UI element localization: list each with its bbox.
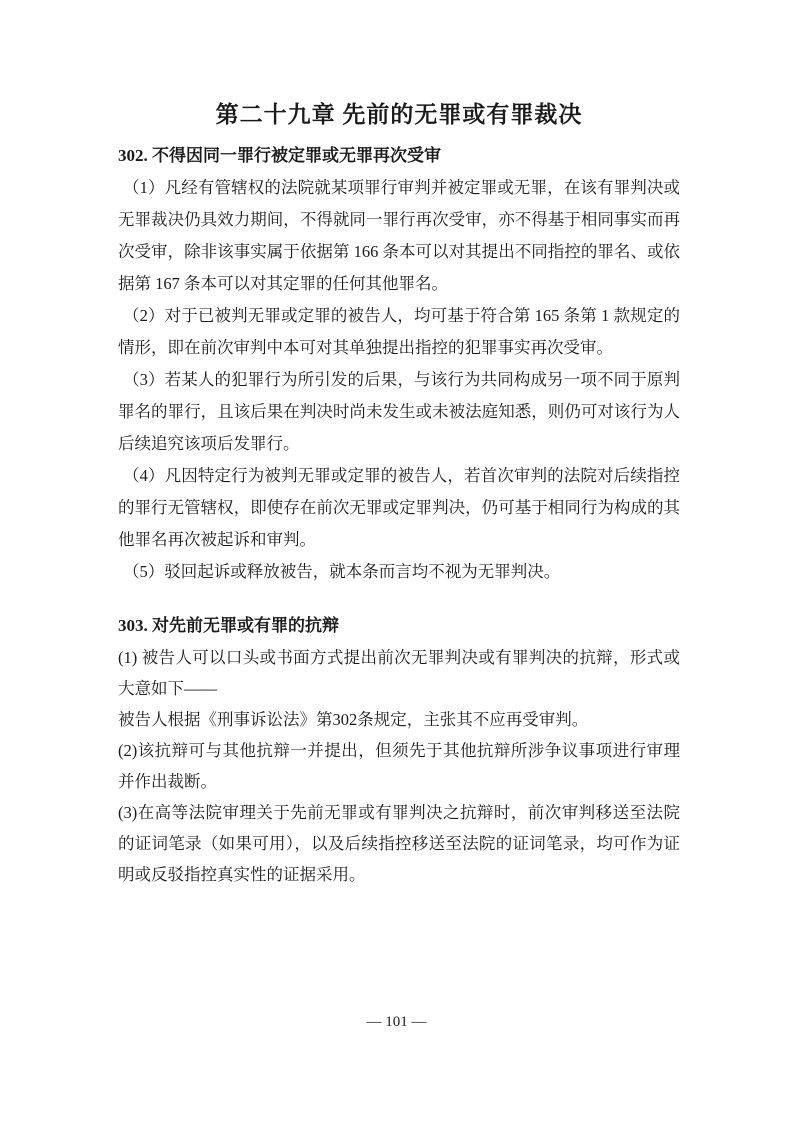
section-302 — [118, 140, 680, 588]
section-302-paragraph-2: （2）对于已被判无罪或定罪的被告人，均可基于符合第 165 条第 1 款规定的情形，即在前次审判中本可对其单独提出指控的犯罪事实再次受审。 — [118, 306, 680, 357]
section-303-paragraph-1: (1) 被告人可以口头或书面方式提出前次无罪判决或有罪判决的抗辩，形式或大意如下—— — [118, 648, 680, 698]
section-302-paragraph-3: （3）若某人的犯罪行为所引发的后果，与该行为共同构成另一项不同于原判罪名的罪行，且该后果在判决时尚未发生或未被法庭知悉，则仍可对该行为人后续追究该项后发罪行。 — [118, 370, 680, 453]
section-302-heading: 302. 不得因同一罪行被定罪或无罪再次受审 — [118, 146, 441, 165]
page-content — [118, 0, 680, 890]
section-303-heading: 303. 对先前无罪或有罪的抗辩 — [118, 616, 339, 635]
chapter-title: 第二十九章 先前的无罪或有罪裁决 — [215, 102, 583, 127]
section-303-plea-wording: 被告人根据《刑事诉讼法》第302条规定，主张其不应再受审判。 — [118, 710, 589, 729]
page-number: — 101 — — [366, 1014, 427, 1030]
section-302-paragraph-4: （4）凡因特定行为被判无罪或定罪的被告人，若首次审判的法院对后续指控的罪行无管辖权，即使存在前次无罪或定罪判决，仍可基于相同行为构成的其他罪名再次被起诉和审判。 — [118, 466, 680, 549]
section-302-paragraph-1: （1）凡经有管辖权的法院就某项罪行审判并被定罪或无罪，在该有罪判决或无罪裁决仍具效力期间，不得就同一罪行再次受审，亦不得基于相同事实而再次受审，除非该事实属于依据第 166 条本可以对其提出不同指控的罪名、或依据第 167 条本可以对其定罪的任何其他罪名。 — [118, 178, 680, 293]
section-302-paragraph-5: （5）驳回起诉或释放被告，就本条而言均不视为无罪判决。 — [123, 562, 561, 581]
section-303 — [118, 610, 680, 890]
section-303-paragraph-3: (3)在高等法院审理关于先前无罪或有罪判决之抗辩时，前次审判移送至法院的证词笔录（如果可用），以及后续指控移送至法院的证词笔录，均可作为证明或反驳指控真实性的证据采用。 — [118, 803, 680, 884]
section-303-paragraph-2: (2)该抗辩可与其他抗辩一并提出，但须先于其他抗辩所涉争议事项进行审理并作出裁断。 — [118, 741, 680, 791]
